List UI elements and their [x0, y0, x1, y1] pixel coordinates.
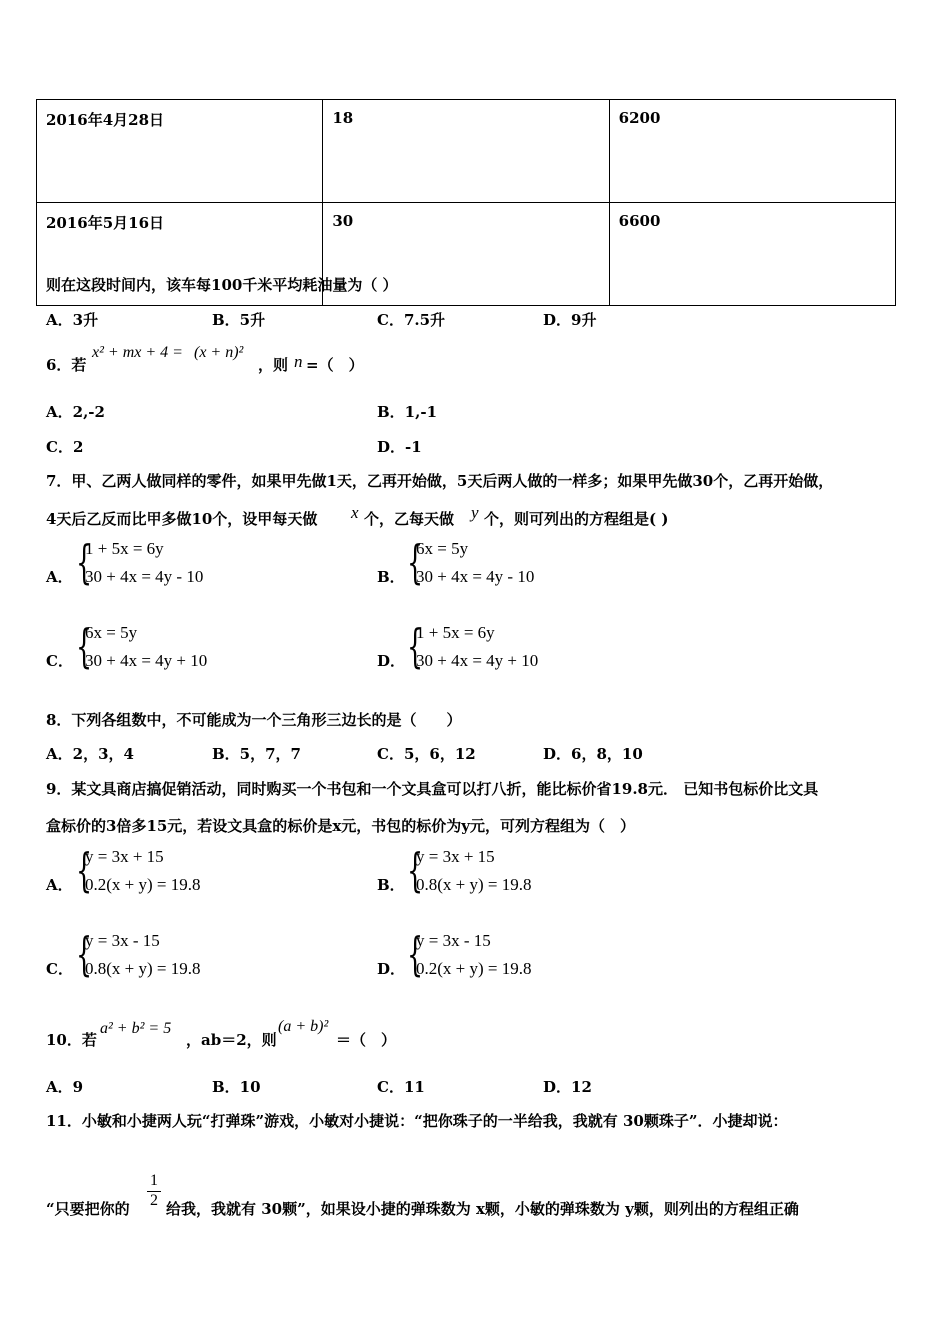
q7-line2-a: 4天后乙反而比甲多做10个，设甲每天做: [46, 510, 318, 528]
q10-option-c: C．11: [377, 1078, 425, 1096]
q5-option-b: B．5升: [212, 311, 266, 329]
fraction-numerator: 1: [150, 1172, 158, 1189]
brace-icon: {: [76, 927, 93, 981]
q9-option-d-eq1: y = 3x - 15: [416, 931, 491, 950]
q8-option-a: A．2，3，4: [46, 745, 134, 763]
q7-line2-c: 个，则可列出的方程组是( ): [484, 510, 669, 528]
q7-option-d-label: D．: [377, 652, 406, 670]
brace-icon: {: [407, 927, 424, 981]
q7-option-b-label: B．: [377, 568, 405, 586]
q5-stem: 则在这段时间内，该车每100千米平均耗油量为（ ）: [46, 276, 398, 294]
q9-option-a-label: A．: [46, 876, 73, 894]
q6-option-b: B．1,-1: [377, 403, 438, 421]
q7-option-a-label: A．: [46, 568, 73, 586]
q10-option-b: B．10: [212, 1078, 261, 1096]
q9-option-d-label: D．: [377, 960, 406, 978]
q6-prefix: 6．若: [46, 356, 87, 374]
brace-icon: {: [407, 619, 424, 673]
q6-suffix: ，则: [258, 356, 289, 374]
brace-icon: {: [76, 535, 93, 589]
q6-option-c: C．2: [46, 438, 84, 456]
q9-option-a-eq2: 0.2(x + y) = 19.8: [85, 875, 201, 894]
q10-mid: ，ab＝2，则: [186, 1031, 277, 1049]
table-cell: 6600: [609, 203, 895, 306]
table-cell: 2016年4月28日: [37, 100, 323, 203]
q7-option-a-eq2: 30 + 4x = 4y - 10: [85, 567, 204, 586]
q9-option-b-eq1: y = 3x + 15: [416, 847, 495, 866]
q9-line1: 9．某文具商店搞促销活动，同时购买一个书包和一个文具盒可以打八折，能比标价省19.8元． 已知书包标价比文具: [46, 780, 819, 798]
q7-option-b-eq2: 30 + 4x = 4y - 10: [416, 567, 535, 586]
q7-option-b-eq1: 6x = 5y: [416, 539, 469, 558]
q8-stem: 8．下列各组数中，不可能成为一个三角形三边长的是（ ）: [46, 711, 462, 729]
brace-icon: {: [76, 619, 93, 673]
q7-var-x: x: [351, 503, 359, 522]
q10-option-a: A．9: [46, 1078, 84, 1096]
q5-option-a: A．3升: [46, 311, 99, 329]
table-cell: 18: [323, 100, 609, 203]
q10-prefix: 10．若: [46, 1031, 97, 1049]
q10-equation-2: (a + b)²: [278, 1018, 329, 1035]
q8-option-b: B．5，7，7: [212, 745, 301, 763]
q9-option-c-eq1: y = 3x - 15: [85, 931, 160, 950]
fraction-denominator: 2: [147, 1191, 161, 1210]
table-cell: 2016年5月16日: [37, 203, 323, 306]
q6-equation-right: (x + n)²: [194, 344, 244, 361]
q9-option-c-label: C．: [46, 960, 73, 978]
table-cell: 6200: [609, 100, 895, 203]
q6-tail: =（ ）: [306, 356, 364, 374]
q8-option-d: D．6，8，10: [543, 745, 643, 763]
q7-line1: 7．甲、乙两人做同样的零件，如果甲先做1天，乙再开始做，5天后两人做的一样多；如果甲先做30个，乙再开始做，: [46, 472, 834, 490]
q8-option-c: C．5，6，12: [377, 745, 476, 763]
q7-line2-b: 个，乙每天做: [364, 510, 455, 528]
q11-line1: 11．小敏和小捷两人玩“打弹珠”游戏，小敏对小捷说：“把你珠子的一半给我，我就有 30颗珠子”．小捷却说：: [46, 1112, 788, 1130]
q5-option-d: D．9升: [543, 311, 597, 329]
q9-option-a-eq1: y = 3x + 15: [85, 847, 164, 866]
table-row: [37, 100, 896, 203]
q11-line2-b: 给我，我就有 30颗”，如果设小捷的弹珠数为 x颗，小敏的弹珠数为 y颗，则列出的方程组正确: [166, 1200, 799, 1218]
q6-option-a: A．2,-2: [46, 403, 105, 421]
brace-icon: {: [76, 843, 93, 897]
q10-equation-1: a² + b² = 5: [100, 1020, 172, 1037]
q6-option-d: D．-1: [377, 438, 422, 456]
q11-line2-a: “只要把你的: [46, 1200, 130, 1218]
q7-option-c-label: C．: [46, 652, 73, 670]
brace-icon: {: [407, 535, 424, 589]
brace-icon: {: [407, 843, 424, 897]
q9-option-c-eq2: 0.8(x + y) = 19.8: [85, 959, 201, 978]
q9-line2: 盒标价的3倍多15元，若设文具盒的标价是x元，书包的标价为y元，可列方程组为（ ）: [46, 817, 635, 835]
q6-equation-left: x² + mx + 4 =: [92, 344, 183, 361]
q9-option-b-label: B．: [377, 876, 405, 894]
table-cell: 30: [323, 203, 609, 306]
q9-option-d-eq2: 0.2(x + y) = 19.8: [416, 959, 532, 978]
q7-option-c-eq2: 30 + 4x = 4y + 10: [85, 651, 208, 670]
q10-option-d: D．12: [543, 1078, 592, 1096]
q10-tail: ＝（ ）: [336, 1031, 397, 1049]
q11-fraction: [147, 1172, 161, 1210]
q7-option-c-eq1: 6x = 5y: [85, 623, 138, 642]
q9-option-b-eq2: 0.8(x + y) = 19.8: [416, 875, 532, 894]
q7-option-a-eq1: 1 + 5x = 6y: [85, 539, 164, 558]
q5-option-c: C．7.5升: [377, 311, 446, 329]
q7-option-d-eq1: 1 + 5x = 6y: [416, 623, 495, 642]
q6-var-n: n: [294, 352, 303, 371]
q7-option-d-eq2: 30 + 4x = 4y + 10: [416, 651, 539, 670]
q7-var-y: y: [471, 503, 479, 522]
